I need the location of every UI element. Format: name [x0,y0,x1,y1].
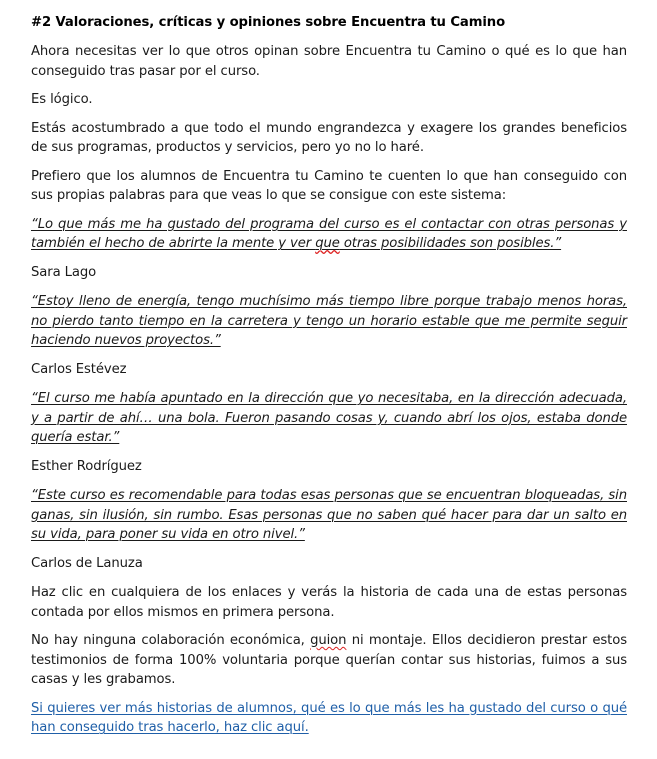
outro-text: ni montaje. Ellos decidieron prestar estos testimonios de forma 100% voluntaria porque querían contar sus historias, fuimos a sus casas y les grabamos. [31,633,627,687]
section-heading: #2 Valoraciones, críticas y opiniones sobre Encuentra tu Camino [31,15,506,30]
intro-paragraph: Es lógico. [31,92,93,107]
outro-paragraph [31,631,627,690]
testimonial-author: Carlos Estévez [31,361,127,377]
intro-paragraph: Estás acostumbrado a que todo el mundo engrandezca y exagere los grandes beneficios de sus programas, productos y servicios, pero yo no lo haré. [31,120,627,155]
outro-paragraph: Haz clic en cualquiera de los enlaces y verás la historia de cada una de estas personas contada por ellos mismos en primera persona. [31,585,627,620]
testimonial-quote[interactable] [31,486,627,545]
quote-text: “Lo que más me ha gustado del programa del curso es el contactar con otras personas y también el hecho de abrirte la mente y ver [31,216,627,251]
spellcheck-flagged-word: guion [310,633,347,648]
testimonial-quote[interactable] [31,215,627,254]
outro-text: No hay ninguna colaboración económica, [31,633,311,648]
testimonial-author: Carlos de Lanuza [31,555,143,571]
testimonial-link[interactable]: “Estoy lleno de energía, tengo muchísimo más tiempo libre porque trabajo menos horas, no pierdo tanto tiempo en la carretera y tengo un horario estable que me permite seguir haciendo nuevos proyectos.” [31,294,627,348]
testimonial-link[interactable]: “El curso me había apuntado en la dirección que yo necesitaba, en la dirección adecuada, y a partir de ahí… una bola. Fueron pasando cosas y, cuando abrí los ojos, estaba donde quería estar.” [31,391,627,445]
testimonial-link[interactable]: “Este curso es recomendable para todas esas personas que se encuentran bloqueadas, sin ganas, sin ilusión, sin rumbo. Esas personas que no saben qué hacer para dar un salto en su vida, para poner su vida en otro nivel.” [31,488,627,542]
testimonial-quote[interactable] [31,292,627,351]
testimonial-author: Esther Rodríguez [31,458,142,474]
testimonial-quote[interactable] [31,389,627,448]
testimonial-link[interactable] [31,217,627,252]
testimonial-author: Sara Lago [31,264,97,280]
document-body [31,14,627,747]
intro-paragraph: Prefiero que los alumnos de Encuentra tu Camino te cuenten lo que han conseguido con sus propias palabras para que veas lo que se consigue con este sistema: [31,168,627,203]
quote-text: otras posibilidades son posibles.” [339,236,562,251]
cta-paragraph[interactable] [31,699,627,738]
more-stories-link[interactable]: Si quieres ver más historias de alumnos, qué es lo que más les ha gustado del curso o qué han conseguido tras hacerlo, haz clic aquí. [31,700,627,735]
spellcheck-flagged-word: que [315,236,340,251]
intro-paragraph: Ahora necesitas ver lo que otros opinan sobre Encuentra tu Camino o qué es lo que han conseguido tras pasar por el curso. [31,44,627,79]
